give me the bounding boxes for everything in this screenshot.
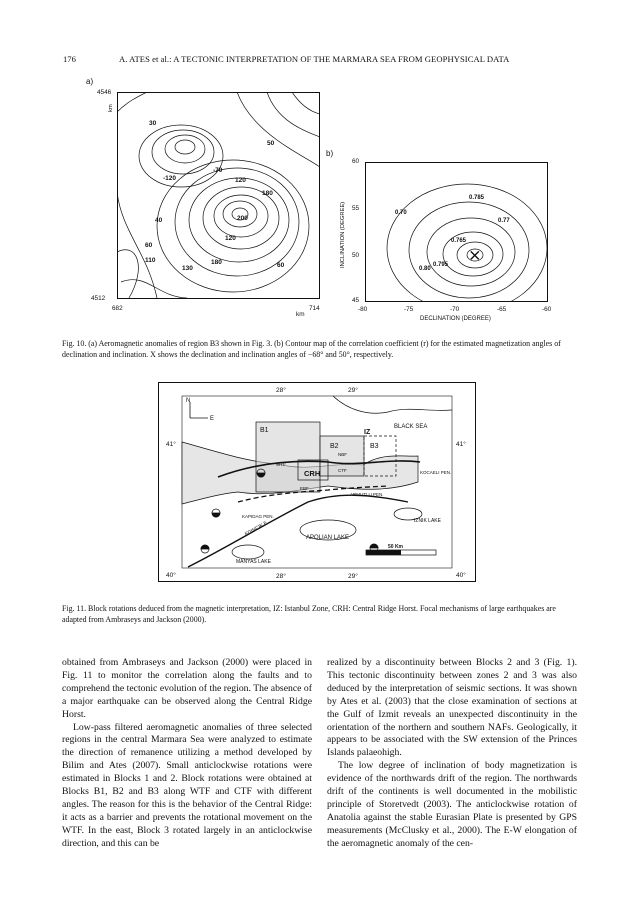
contour-label: 0.765 bbox=[451, 238, 467, 244]
x-tick-label: -80 bbox=[358, 306, 368, 313]
contour-label: 60 bbox=[145, 242, 153, 249]
tectonic-map bbox=[158, 382, 476, 582]
lat-label: 41° bbox=[166, 441, 176, 448]
contour-label: 130 bbox=[182, 265, 193, 272]
block-label: B1 bbox=[260, 427, 269, 434]
block-label: B3 bbox=[370, 443, 379, 450]
contour-label: 0.785 bbox=[469, 195, 485, 201]
fault-label: EDINCIK F. bbox=[244, 519, 270, 538]
lon-label: 29° bbox=[348, 387, 358, 394]
x-tick-label: -70 bbox=[450, 306, 460, 313]
best-fit-marker bbox=[471, 251, 479, 259]
paragraph: Low-pass filtered aeromagnetic anomalies of three selected regions in the central Marmara Sea were analyzed to estimate the direction of remanence utilizing a method developed by Bilim and Ates (2007). Small anticlockwise rotations were estimated in Blocks 1 and 2. Block rotations were obtained at Blocks B1, B2 and B3 along WTF and CTF with different angles. The reason for this is the behavior of the Central Ridge: it acts as a barrier and prevents the rotational movement on the WTF. In the east, Block 3 rotated largely in an anticlockwise direction, and this can be bbox=[62, 721, 312, 849]
panel-a-y-top: 4546 bbox=[97, 89, 112, 96]
place-label: ARMUTLU PEN. bbox=[350, 492, 384, 497]
panel-b-xlabel: DECLINATION (DEGREE) bbox=[420, 316, 491, 322]
y-tick-label: 50 bbox=[352, 252, 360, 259]
fault-label: NBF bbox=[338, 452, 347, 457]
block-label: B2 bbox=[330, 443, 339, 450]
block-label: CRH bbox=[304, 469, 321, 478]
x-tick-label: -65 bbox=[497, 306, 507, 313]
panel-a-label: a) bbox=[86, 77, 94, 86]
paragraph: obtained from Ambraseys and Jackson (2000) were placed in Fig. 11 to monitor the correlation along the faults and to comprehend the tectonic evolution of the region. The absence of a major earthquake can be observed along the Central Ridge Horst. bbox=[62, 657, 312, 720]
contour-label: 120 bbox=[235, 177, 246, 184]
body-left-column bbox=[62, 657, 312, 851]
contour-label: -70 bbox=[213, 167, 223, 174]
panel-b-label: b) bbox=[326, 149, 334, 158]
block-label: IZ bbox=[364, 429, 371, 436]
contour-label: 120 bbox=[225, 235, 236, 242]
panel-a-x-left: 682 bbox=[112, 305, 123, 312]
place-label: MANYAS LAKE bbox=[236, 559, 271, 565]
place-label: BLACK SEA bbox=[394, 424, 428, 430]
contour-label: 110 bbox=[145, 257, 156, 264]
paragraph: The low degree of inclination of body magnetization is evidence of the northwards drift of the region. The northwards drift of the continents is well documented in the mobilistic principle of Storetvedt (2003). The anticlockwise rotation of Anatolia against the stable Eurasian Plate is presented by GPS measurements (McClusky et al., 2000). The E-W elongation of the aeromagnetic anomaly of the cen- bbox=[327, 760, 577, 849]
lat-label: 40° bbox=[166, 572, 176, 579]
paragraph: realized by a discontinuity between Blocks 2 and 3 (Fig. 1). This tectonic discontinuity between zones 2 and 3 was also deduced by the interpretation of seismic sections. It was shown by Ates et al. (2003) that the close examination of sections at the Gulf of Izmit reveals an unexpected discontinuity in the orientation of the northern and southern NAFs. Geologically, it appears to be associated with the SW extension of the Princes Islands palaeohigh. bbox=[327, 657, 577, 759]
place-label: KOCAELI PEN. bbox=[420, 470, 452, 475]
lon-label: 28° bbox=[276, 573, 286, 580]
panel-a-x-unit: km bbox=[296, 311, 305, 318]
figure-11-caption: Fig. 11. Block rotations deduced from the magnetic interpretation, IZ: Istanbul Zone, CRH: Central Ridge Horst. Focal mechanisms of large earthquakes are adapted from Ambraseys and Jackson (2000). bbox=[62, 604, 556, 624]
panel-a-x-right: 714 bbox=[309, 305, 320, 312]
contour-label: 60 bbox=[277, 262, 285, 269]
contour-label: 0.80 bbox=[419, 266, 431, 272]
running-head: A. ATES et al.: A TECTONIC INTERPRETATION OF THE MARMARA SEA FROM GEOPHYSICAL DATA bbox=[119, 54, 510, 64]
fault-label: WTF bbox=[276, 462, 286, 467]
contour-label: -120 bbox=[163, 175, 177, 182]
contour-label: 0.77 bbox=[498, 218, 510, 224]
place-label: KAPIDAG PEN. bbox=[242, 514, 274, 519]
x-tick-label: -60 bbox=[542, 306, 552, 313]
lat-label: 41° bbox=[456, 441, 466, 448]
compass-e: E bbox=[210, 416, 215, 422]
place-label: IZNIK LAKE bbox=[414, 518, 441, 524]
contour-label: 0.70 bbox=[395, 210, 407, 216]
contour-label: 200 bbox=[237, 215, 248, 222]
body-right-column bbox=[327, 657, 577, 851]
y-tick-label: 55 bbox=[352, 205, 360, 212]
panel-a-y-unit: km bbox=[108, 104, 114, 112]
fault-label: CTF bbox=[338, 468, 347, 473]
correlation-contour-b bbox=[365, 162, 548, 302]
lon-label: 28° bbox=[276, 387, 286, 394]
x-tick-label: -75 bbox=[404, 306, 414, 313]
page-number: 176 bbox=[63, 54, 76, 64]
fault-label: EBF bbox=[300, 486, 309, 491]
lon-label: 29° bbox=[348, 573, 358, 580]
contour-label: 50 bbox=[267, 140, 275, 147]
contour-label: 40 bbox=[155, 217, 163, 224]
contour-label: 180 bbox=[211, 259, 222, 266]
place-label: APOLIAN LAKE bbox=[306, 535, 350, 541]
y-tick-label: 60 bbox=[352, 158, 360, 165]
panel-a-y-bottom: 4512 bbox=[91, 295, 106, 302]
figure-10-caption: Fig. 10. (a) Aeromagnetic anomalies of region B3 shown in Fig. 3. (b) Contour map of the correlation coefficient (r) for the estimated magnetization angles of declination and inclination. X shows the declination and inclination angles of −68° and 50°, respectively. bbox=[62, 339, 561, 359]
contour-label: 180 bbox=[262, 190, 273, 197]
contour-label: 30 bbox=[149, 120, 157, 127]
scale-label: 50 Km bbox=[388, 544, 404, 550]
contour-label: 0.795 bbox=[433, 262, 449, 268]
y-tick-label: 45 bbox=[352, 297, 360, 304]
panel-b-ylabel: INCLINATION (DEGREE) bbox=[340, 201, 346, 268]
lat-label: 40° bbox=[456, 572, 466, 579]
contour-map-a bbox=[117, 92, 320, 299]
compass-n: N bbox=[186, 398, 191, 404]
